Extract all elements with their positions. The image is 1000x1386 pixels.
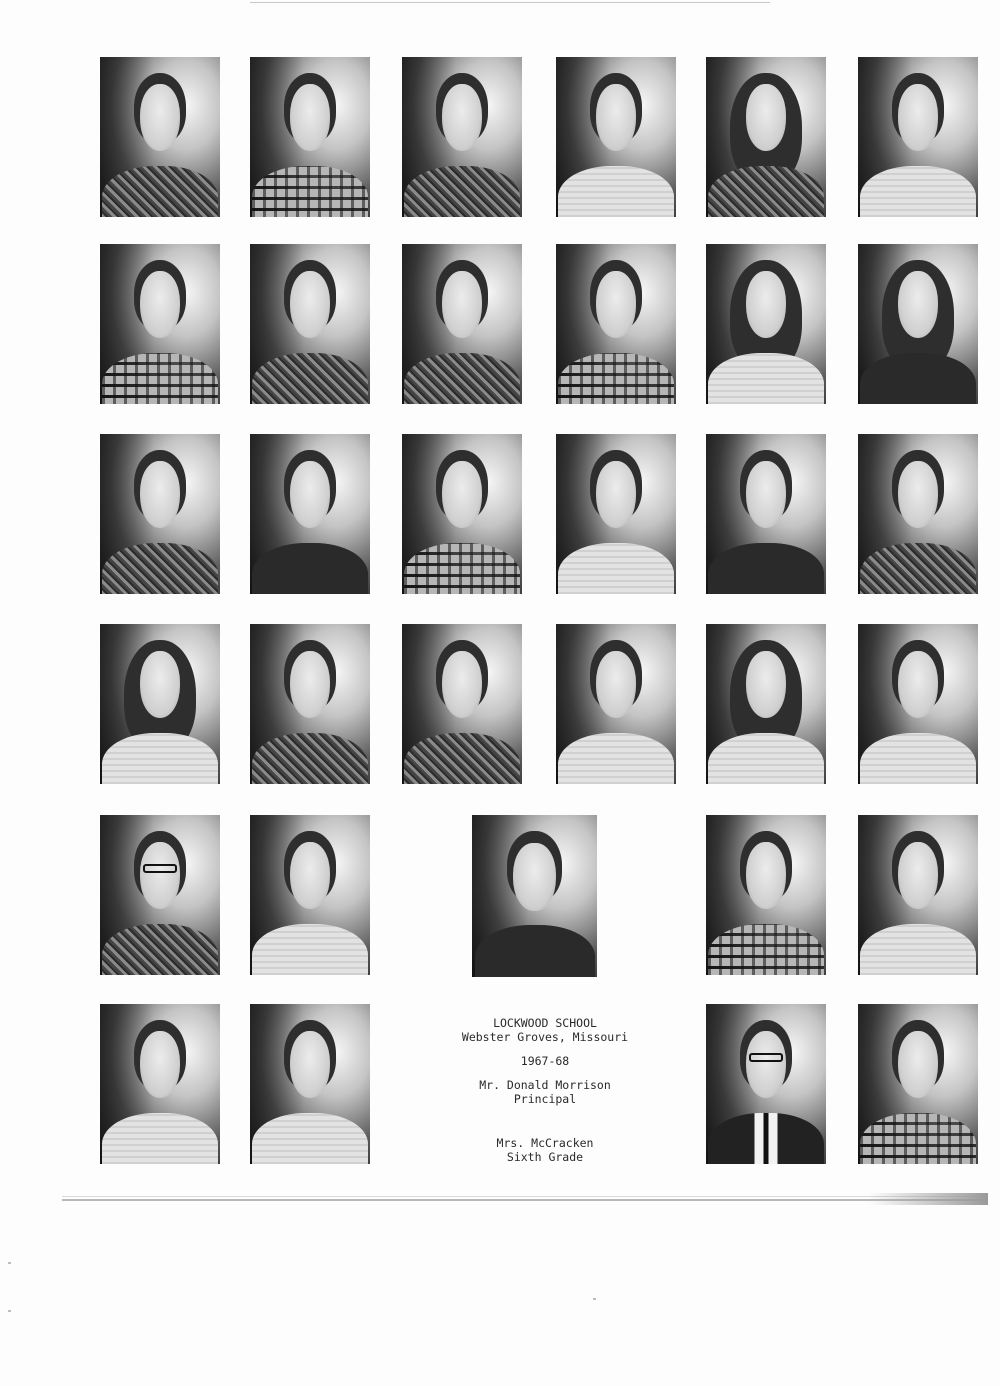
student-portrait xyxy=(250,1004,370,1164)
portrait-face xyxy=(442,461,483,528)
student-portrait xyxy=(250,57,370,217)
portrait-face xyxy=(140,271,181,338)
scan-speck xyxy=(8,1262,11,1264)
portrait-clothing xyxy=(558,166,673,217)
portrait-face xyxy=(898,84,939,151)
portrait-face xyxy=(746,84,787,151)
student-portrait xyxy=(556,624,676,784)
portrait-clothing xyxy=(860,166,975,217)
portrait-clothing xyxy=(860,353,975,404)
portrait-clothing xyxy=(708,543,823,594)
student-portrait xyxy=(858,57,978,217)
portrait-face xyxy=(290,461,331,528)
portrait-clothing xyxy=(252,543,367,594)
portrait-clothing xyxy=(252,1113,367,1164)
portrait-face xyxy=(898,271,939,338)
portrait-face xyxy=(898,461,939,528)
student-portrait xyxy=(706,434,826,594)
grade-label: Sixth Grade xyxy=(506,1150,584,1164)
student-portrait xyxy=(858,815,978,975)
portrait-face xyxy=(290,1031,331,1098)
student-portrait xyxy=(556,434,676,594)
scan-speck xyxy=(8,1310,11,1312)
principal-name: Mr. Donald Morrison xyxy=(479,1078,611,1092)
portrait-face xyxy=(746,461,787,528)
scan-edge-line xyxy=(250,2,770,3)
school-name: LOCKWOOD SCHOOL xyxy=(493,1016,597,1030)
student-portrait xyxy=(100,244,220,404)
portrait-clothing xyxy=(708,924,823,975)
portrait-clothing xyxy=(860,924,975,975)
portrait-face xyxy=(290,842,331,909)
portrait-clothing xyxy=(404,733,519,784)
portrait-clothing xyxy=(102,353,217,404)
portrait-face xyxy=(442,271,483,338)
student-portrait xyxy=(100,57,220,217)
student-portrait xyxy=(100,1004,220,1164)
student-portrait xyxy=(250,624,370,784)
portrait-face xyxy=(898,1031,939,1098)
portrait-clothing xyxy=(558,733,673,784)
portrait-face xyxy=(596,84,637,151)
student-portrait xyxy=(858,244,978,404)
scan-speck xyxy=(593,1298,596,1300)
student-portrait xyxy=(556,244,676,404)
portrait-face xyxy=(746,271,787,338)
portrait-clothing xyxy=(102,1113,217,1164)
portrait-clothing xyxy=(404,166,519,217)
student-portrait xyxy=(706,57,826,217)
student-portrait xyxy=(402,624,522,784)
portrait-face xyxy=(596,651,637,718)
portrait-face xyxy=(290,651,331,718)
portrait-face xyxy=(596,271,637,338)
portrait-face xyxy=(898,651,939,718)
portrait-clothing xyxy=(252,924,367,975)
portrait-clothing xyxy=(860,543,975,594)
portrait-face xyxy=(140,84,181,151)
page-divider xyxy=(62,1193,988,1203)
portrait-clothing xyxy=(708,1113,823,1164)
student-portrait xyxy=(402,244,522,404)
portrait-face xyxy=(442,651,483,718)
student-portrait xyxy=(100,624,220,784)
student-portrait xyxy=(858,624,978,784)
portrait-clothing xyxy=(404,353,519,404)
portrait-clothing xyxy=(708,733,823,784)
portrait-face xyxy=(746,1031,787,1098)
portrait-clothing xyxy=(252,353,367,404)
portrait-face xyxy=(898,842,939,909)
portrait-clothing xyxy=(252,166,367,217)
portrait-clothing xyxy=(558,543,673,594)
student-portrait xyxy=(250,244,370,404)
portrait-clothing xyxy=(860,1113,975,1164)
teacher-name: Mrs. McCracken xyxy=(496,1136,594,1150)
student-portrait xyxy=(100,434,220,594)
portrait-face xyxy=(290,84,331,151)
portrait-face xyxy=(746,651,787,718)
student-portrait xyxy=(556,57,676,217)
student-portrait xyxy=(858,1004,978,1164)
portrait-face xyxy=(513,843,556,911)
portrait-clothing xyxy=(102,543,217,594)
portrait-face xyxy=(746,842,787,909)
student-portrait xyxy=(250,815,370,975)
portrait-face xyxy=(596,461,637,528)
student-portrait xyxy=(706,244,826,404)
portrait-clothing xyxy=(252,733,367,784)
student-portrait xyxy=(858,434,978,594)
student-portrait xyxy=(100,815,220,975)
portrait-face xyxy=(442,84,483,151)
portrait-clothing xyxy=(860,733,975,784)
portrait-face xyxy=(140,461,181,528)
portrait-clothing xyxy=(475,925,595,977)
school-year: 1967-68 xyxy=(520,1054,570,1068)
principal-title: Principal xyxy=(513,1092,577,1106)
school-location: Webster Groves, Missouri xyxy=(461,1030,629,1044)
student-portrait xyxy=(250,434,370,594)
portrait-clothing xyxy=(102,166,217,217)
portrait-clothing xyxy=(708,353,823,404)
student-portrait xyxy=(472,815,597,977)
portrait-clothing xyxy=(102,733,217,784)
portrait-face xyxy=(140,842,181,909)
portrait-face xyxy=(140,651,181,718)
student-portrait xyxy=(706,815,826,975)
student-portrait xyxy=(402,57,522,217)
student-portrait xyxy=(402,434,522,594)
portrait-clothing xyxy=(102,924,217,975)
portrait-clothing xyxy=(404,543,519,594)
student-portrait xyxy=(706,1004,826,1164)
portrait-face xyxy=(290,271,331,338)
portrait-clothing xyxy=(558,353,673,404)
portrait-clothing xyxy=(708,166,823,217)
student-portrait xyxy=(706,624,826,784)
portrait-face xyxy=(140,1031,181,1098)
school-caption xyxy=(430,1016,660,1164)
